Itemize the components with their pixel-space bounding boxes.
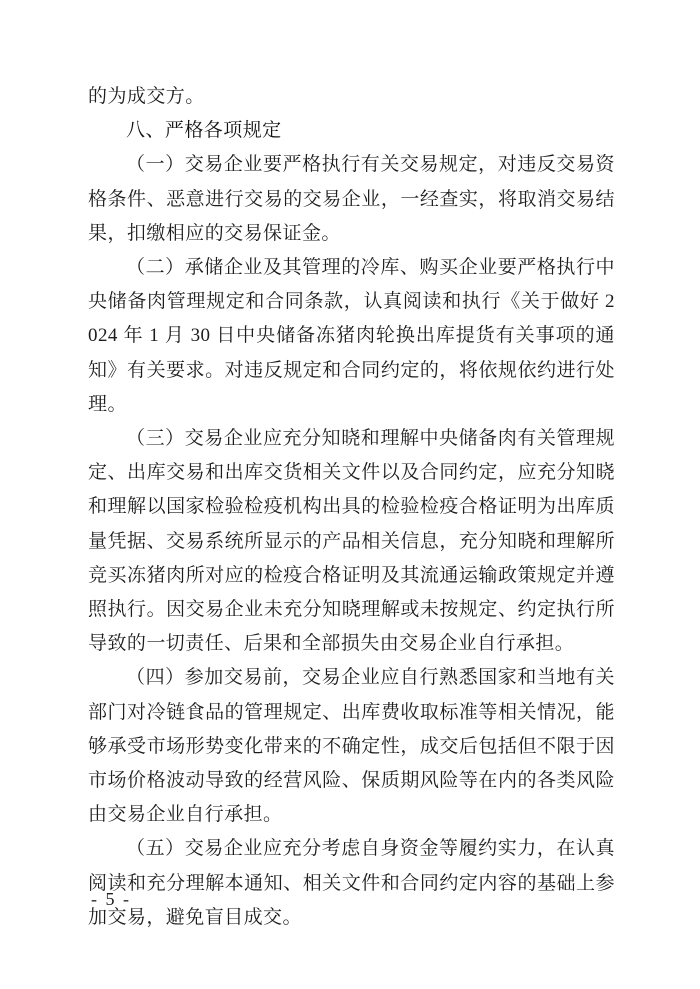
paragraph-item-3: （三）交易企业应充分知晓和理解中央储备肉有关管理规定、出库交易和出库交货相关文件以及合同约定，应充分知晓和理解以国家检验检疫机构出具的检验检疫合格证明为出库质量凭据、交易系统所显示的产品相关信息，充分知晓和理解所竞买冻猪肉所对应的检疫合格证明及其流通运输政策规定并遵照执行。因交易企业未充分知晓理解或未按规定、约定执行所导致的一切责任、后果和全部损失由交易企业自行承担。: [88, 428, 615, 655]
document-body: [88, 80, 615, 935]
paragraph-item-4: （四）参加交易前，交易企业应自行熟悉国家和当地有关部门对冷链食品的管理规定、出库费收取标准等相关情况，能够承受市场形势变化带来的不确定性，成交后包括但不限于因市场价格波动导致的经营风险、保质期风险等在内的各类风险由交易企业自行承担。: [88, 667, 615, 826]
page-number: - 5 -: [91, 889, 131, 909]
paragraph-item-2: （二）承储企业及其管理的冷库、购买企业要严格执行中央储备肉管理规定和合同条款，认真阅读和执行《关于做好 2024 年 1 月 30 日中央储备冻猪肉轮换出库提货有关事项的通知》有关要求。对违反规定和合同约定的，将依规依约进行处理。: [88, 257, 615, 415]
section-heading: 八、严格各项规定: [126, 120, 282, 142]
paragraph-item-5: （五）交易企业应充分考虑自身资金等履约实力，在认真阅读和充分理解本通知、相关文件和合同约定内容的基础上参加交易，避免盲目成交。: [88, 838, 615, 928]
continuation-paragraph: 的为成交方。: [88, 86, 205, 107]
paragraph-item-1: （一）交易企业要严格执行有关交易规定，对违反交易资格条件、恶意进行交易的交易企业，一经查实，将取消交易结果，扣缴相应的交易保证金。: [88, 154, 615, 244]
